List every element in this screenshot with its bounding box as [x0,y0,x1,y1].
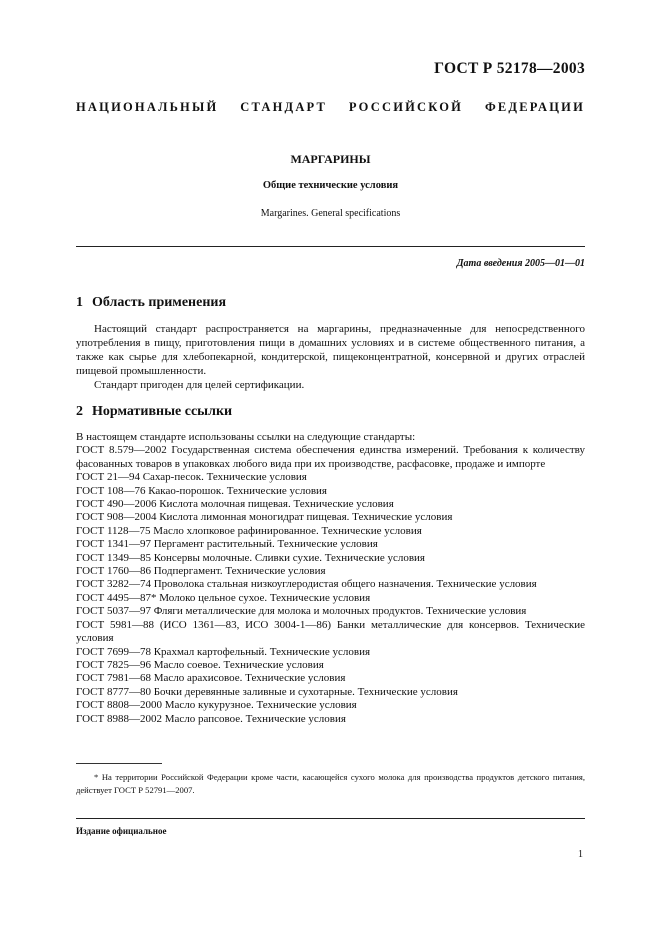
reference-item: ГОСТ 108—76 Какао-порошок. Технические условия [76,484,327,497]
document-subtitle: Общие технические условия [262,180,399,191]
references-intro: В настоящем стандарте использованы ссылки на следующие стандарты: [76,431,416,443]
reference-item: ГОСТ 7699—78 Крахмал картофельный. Технические условия [76,645,371,658]
national-standard-title: НАЦИОНАЛЬНЫЙ СТАНДАРТ РОССИЙСКОЙ ФЕДЕРАЦИИ [76,100,585,114]
page-number: 1 [578,849,583,860]
reference-item: ГОСТ 7981—68 Масло арахисовое. Технические условия [76,672,346,685]
reference-item: ГОСТ 8.579—2002 Государственная система обеспечения единства измерений. Требования к количеству фасованных товаров в упаковках любого вида при их производстве, расфасовке, продаже и импорте [76,444,585,470]
document-title: МАРГАРИНЫ [290,152,371,166]
footnote [76,771,585,797]
document-title-english: Margarines. General specifications [260,208,401,219]
reference-item: ГОСТ 8808—2000 Масло кукурузное. Технические условия [76,699,357,712]
section-1-heading [76,295,226,311]
footer-divider [76,818,585,819]
section-1-number: 1 [76,295,83,310]
reference-item: ГОСТ 1341—97 Пергамент растительный. Технические условия [76,538,378,551]
title-divider [76,246,585,247]
edition-label: Издание официальное [76,826,167,836]
section-2-title: Нормативные ссылки [92,404,233,419]
reference-item: ГОСТ 5037—97 Фляги металлические для молока и молочных продуктов. Технические условия [76,605,527,618]
document-code: ГОСТ Р 52178—2003 [434,60,585,77]
reference-item: ГОСТ 1349—85 Консервы молочные. Сливки сухие. Технические условия [76,551,425,564]
section-2-number: 2 [76,404,83,419]
reference-item: ГОСТ 490—2006 Кислота молочная пищевая. Технические условия [76,498,394,511]
reference-item: ГОСТ 8777—80 Бочки деревянные заливные и сухотарные. Технические условия [76,685,458,698]
footnote-text: * На территории Российской Федерации кроме части, касающейся сухого молока для производства продуктов детского питания, действует ГОСТ Р 52791—2007. [76,772,585,795]
reference-item: ГОСТ 5981—88 (ИСО 1361—83, ИСО 3004-1—86) Банки металлические для консервов. Технические условия [76,618,585,645]
reference-item: ГОСТ 21—94 Сахар-песок. Технические условия [76,471,307,484]
reference-item: ГОСТ 1760—86 Подпергамент. Технические условия [76,565,326,578]
reference-item: ГОСТ 7825—96 Масло соевое. Технические условия [76,658,324,671]
introduction-date: Дата введения 2005—01—01 [456,258,585,269]
references-list [76,431,585,726]
reference-item: ГОСТ 1128—75 Масло хлопковое рафинированное. Технические условия [76,524,422,537]
section-1-paragraph: Стандарт пригоден для целей сертификации. [94,379,305,391]
reference-item: ГОСТ 4495—87* Молоко цельное сухое. Технические условия [76,591,371,604]
reference-item: ГОСТ 908—2004 Кислота лимонная моногидрат пищевая. Технические условия [76,511,453,524]
section-1-paragraph: Настоящий стандарт распространяется на маргарины, предназначенные для непосредственного употребления в пищу, приготовления пищи в домашних условиях и в системе общественного питания, а также как сырье для хлебопекарной, кондитерской, пищеконцентратной, консервной и других отраслей пищевой промышленности. [76,323,585,377]
reference-item: ГОСТ 3282—74 Проволока стальная низкоуглеродистая общего назначения. Технические условия [76,578,537,591]
footnote-separator [76,763,162,764]
section-1-body [76,322,585,392]
reference-item: ГОСТ 8988—2002 Масло рапсовое. Технические условия [76,712,346,725]
section-2-heading [76,404,232,420]
section-1-title: Область применения [92,295,227,310]
